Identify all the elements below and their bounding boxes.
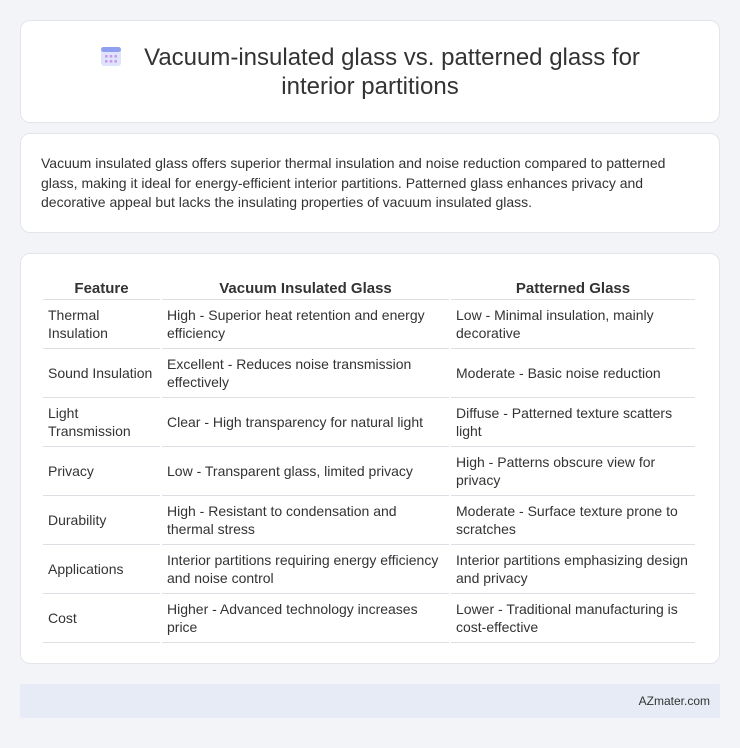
page-title-wrap xyxy=(70,43,670,101)
vacuum-cell: Interior partitions requiring energy efficiency and noise control xyxy=(162,545,449,594)
feature-cell: Cost xyxy=(43,594,160,643)
vacuum-cell: Higher - Advanced technology increases price xyxy=(162,594,449,643)
footer-bar xyxy=(20,684,720,718)
table-row xyxy=(43,349,695,398)
feature-cell: Sound Insulation xyxy=(43,349,160,398)
footer-brand: AZmater.com xyxy=(638,694,710,708)
patterned-cell: Moderate - Surface texture prone to scratches xyxy=(451,496,695,545)
header-feature: Feature xyxy=(43,274,160,300)
comparison-table-card xyxy=(20,253,720,664)
patterned-cell: Low - Minimal insulation, mainly decorative xyxy=(451,300,695,349)
patterned-cell: Moderate - Basic noise reduction xyxy=(451,349,695,398)
table-row xyxy=(43,300,695,349)
feature-cell: Applications xyxy=(43,545,160,594)
title-card xyxy=(20,20,720,123)
comparison-table xyxy=(41,274,697,643)
table-row xyxy=(43,496,695,545)
patterned-cell: Lower - Traditional manufacturing is cost-effective xyxy=(451,594,695,643)
feature-cell: Thermal Insulation xyxy=(43,300,160,349)
feature-cell: Durability xyxy=(43,496,160,545)
vacuum-cell: Clear - High transparency for natural light xyxy=(162,398,449,447)
patterned-cell: High - Patterns obscure view for privacy xyxy=(451,447,695,496)
table-row xyxy=(43,545,695,594)
header-patterned-glass: Patterned Glass xyxy=(451,274,695,300)
calendar-icon xyxy=(100,45,122,67)
feature-cell: Privacy xyxy=(43,447,160,496)
feature-cell: Light Transmission xyxy=(43,398,160,447)
patterned-cell: Interior partitions emphasizing design and privacy xyxy=(451,545,695,594)
header-vacuum-insulated-glass: Vacuum Insulated Glass xyxy=(162,274,449,300)
vacuum-cell: Low - Transparent glass, limited privacy xyxy=(162,447,449,496)
page-title: Vacuum-insulated glass vs. patterned glass for interior partitions xyxy=(144,43,640,100)
table-row xyxy=(43,398,695,447)
summary-card xyxy=(20,133,720,233)
vacuum-cell: High - Resistant to condensation and thermal stress xyxy=(162,496,449,545)
table-row xyxy=(43,447,695,496)
table-header-row xyxy=(43,274,695,300)
summary-text: Vacuum insulated glass offers superior thermal insulation and noise reduction compared to patterned glass, making it ideal for energy-efficient interior partitions. Patterned glass enhances privacy and decorative appeal but lacks the insulating properties of vacuum insulated glass. xyxy=(41,155,666,210)
patterned-cell: Diffuse - Patterned texture scatters light xyxy=(451,398,695,447)
vacuum-cell: Excellent - Reduces noise transmission effectively xyxy=(162,349,449,398)
table-row xyxy=(43,594,695,643)
vacuum-cell: High - Superior heat retention and energy efficiency xyxy=(162,300,449,349)
